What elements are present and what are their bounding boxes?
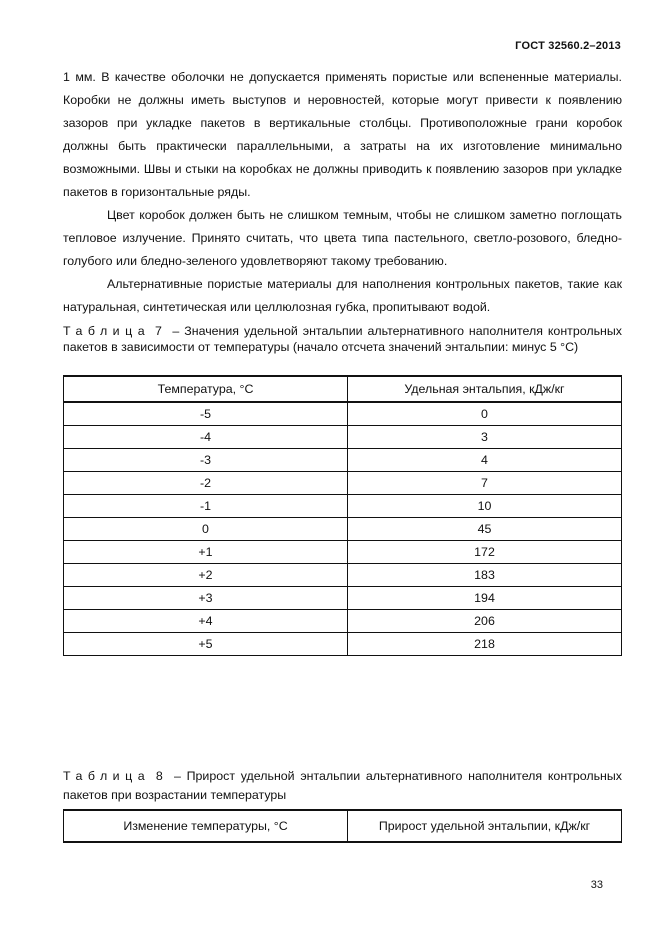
paragraph-box-color: Цвет коробок должен быть не слишком темным, чтобы не слишком заметно поглощать тепловое излучение. Принято считать, что цвета типа пастельного, светло-розового, бледно-голубого или бледно-зеленого удовлетворяют такому требованию. (63, 208, 622, 268)
temperature-cell: -2 (64, 472, 348, 495)
table7-header-temperature: Температура, °С (64, 376, 348, 402)
temperature-cell: -5 (64, 402, 348, 426)
table-row (64, 449, 622, 472)
table-row (64, 402, 622, 426)
temperature-cell: +1 (64, 541, 348, 564)
enthalpy-cell: 4 (348, 449, 622, 472)
enthalpy-cell: 10 (348, 495, 622, 518)
enthalpy-cell: 172 (348, 541, 622, 564)
table7-caption-text: – Значения удельной энтальпии альтернативного наполнителя контрольных пакетов в зависимости от температуры (начало отсчета значений энтальпии: минус 5 °С) (63, 324, 622, 354)
enthalpy-cell: 206 (348, 610, 622, 633)
table-row (64, 426, 622, 449)
enthalpy-cell: 3 (348, 426, 622, 449)
paragraph-shell-requirements: 1 мм. В качестве оболочки не допускается применять пористые или вспененные материалы. Коробки не должны иметь выступов и неровностей, которые могут привести к появлению зазоров при укладке пакетов в вертикальные столбцы. Противоположные грани коробок должны быть практически параллельными, а затраты на их изготовление минимально возможными. Швы и стыки на коробках не должны приводить к появлению зазоров при укладке пакетов в горизонтальные ряды. (63, 70, 622, 199)
document-header: ГОСТ 32560.2–2013 (515, 40, 621, 52)
enthalpy-cell: 7 (348, 472, 622, 495)
table7-label: Таблица (63, 324, 151, 338)
table7-header-enthalpy: Удельная энтальпия, кДж/кг (348, 376, 622, 402)
paragraph-alternative-materials: Альтернативные пористые материалы для наполнения контрольных пакетов, такие как натуральная, синтетическая или целлюлозная губка, пропитывают водой. (63, 277, 622, 314)
table7-header-row (64, 376, 622, 402)
temperature-cell: -4 (64, 426, 348, 449)
table7-enthalpy (63, 375, 622, 656)
temperature-cell: 0 (64, 518, 348, 541)
page-number: 33 (590, 879, 603, 891)
temperature-cell: +5 (64, 633, 348, 656)
table-row (64, 610, 622, 633)
table8-enthalpy-increment (63, 809, 622, 843)
table8-header-temperature-change: Изменение температуры, °С (64, 810, 348, 842)
table7-number: 7 (155, 324, 168, 338)
table-row (64, 541, 622, 564)
enthalpy-cell: 45 (348, 518, 622, 541)
temperature-cell: +2 (64, 564, 348, 587)
table-row (64, 633, 622, 656)
temperature-cell: +3 (64, 587, 348, 610)
table-row (64, 518, 622, 541)
enthalpy-cell: 183 (348, 564, 622, 587)
table8-header-enthalpy-increment: Прирост удельной энтальпии, кДж/кг (348, 810, 622, 842)
table-row (64, 587, 622, 610)
table-row (64, 495, 622, 518)
enthalpy-cell: 0 (348, 402, 622, 426)
temperature-cell: -3 (64, 449, 348, 472)
table8-caption-text: – Прирост удельной энтальпии альтернативного наполнителя контрольных пакетов при возрастании температуры (63, 769, 622, 802)
temperature-cell: +4 (64, 610, 348, 633)
table8-number: 8 (155, 769, 169, 783)
table8-header-row (64, 810, 622, 842)
table8-caption (63, 767, 622, 805)
enthalpy-cell: 218 (348, 633, 622, 656)
temperature-cell: -1 (64, 495, 348, 518)
table-row (64, 472, 622, 495)
table8-label: Таблица (63, 769, 151, 783)
table-row (64, 564, 622, 587)
enthalpy-cell: 194 (348, 587, 622, 610)
table7-caption (63, 324, 622, 355)
